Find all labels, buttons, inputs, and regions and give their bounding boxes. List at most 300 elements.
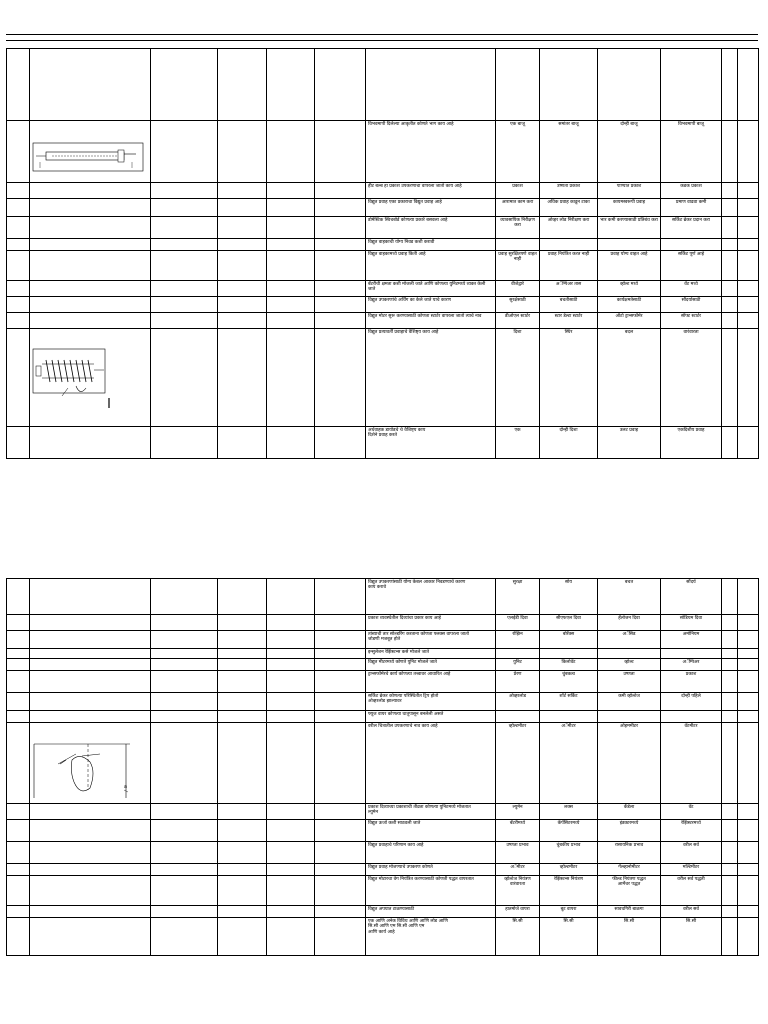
figure-cell [30,199,151,217]
option-c: फील्ड नियंत्रण पद्धत आर्मेचर पद्धत [598,876,661,906]
empty-cell [151,217,218,239]
empty-cell [738,49,759,121]
question-text: विद्युत वाहकाची योग्य निवड कशी करावी [366,239,496,251]
question-text: हीट बल्ब हा प्रकाश उपकरणाचा वापरला जातो काय आहे [366,183,496,199]
empty-cell [151,121,218,183]
header-rule-middle [6,40,758,41]
question-text: विद्युत ऊर्जा कशी साठवली जाते [366,820,496,842]
empty-cell [218,313,267,329]
option-c: व्होल्ट [598,659,661,671]
option-a: युनिट [496,659,540,671]
empty-cell [7,631,30,649]
empty-cell [738,864,759,876]
question-row [7,427,759,459]
empty-cell [218,671,267,693]
option-a: एक [496,427,540,459]
option-b: स्थिर [540,329,598,427]
option-b [540,239,598,251]
figure-cell [30,49,151,121]
figure-cell [30,281,151,297]
empty-cell [315,183,366,199]
empty-cell [267,918,315,956]
empty-cell [722,631,738,649]
empty-cell [267,804,315,820]
option-d: कडक प्रकाश [661,183,722,199]
question-text: विद्युत प्रवाह एका प्रकाराचा विद्युत प्रवाह आहे [366,199,496,217]
empty-cell [315,615,366,631]
option-d: प्रमाण वाढवा कमी [661,199,722,217]
option-b: उष्णता प्रकाश [540,183,598,199]
option-a: उष्णता प्रभाव [496,842,540,864]
question-row [7,49,759,121]
option-d: वॅट मध्ये [661,281,722,297]
empty-cell [151,281,218,297]
option-a: व्होल्टमीटर [496,723,540,804]
empty-cell [267,281,315,297]
question-row [7,711,759,723]
header-rule-top [6,34,758,35]
empty-cell [722,659,738,671]
question-text: एक आणि अनेक विविध आणि आणि लोड आणि सि.सी आणि एम सि.सी आणि एम आणि कार्य आहे [366,918,496,956]
option-b: अधिक प्रवाह काढून टाका [540,199,598,217]
option-a [496,49,540,121]
empty-cell [315,804,366,820]
option-a: दिशा [496,329,540,427]
empty-cell [722,199,738,217]
option-d [661,649,722,659]
empty-cell [7,804,30,820]
empty-cell [7,251,30,281]
option-b: किलोवॅट [540,659,598,671]
empty-cell [7,121,30,183]
empty-cell [7,659,30,671]
empty-cell [267,842,315,864]
empty-cell [722,297,738,313]
figure-cell [30,659,151,671]
figure-cell [30,631,151,649]
option-c: ऑटो ट्रान्सफॉर्मर [598,313,661,329]
empty-cell [218,239,267,251]
empty-cell [267,615,315,631]
option-a: व्होल्टेज नियंत्रण वारंवारता [496,876,540,906]
option-c: पाण्यात प्रकाश [598,183,661,199]
empty-cell [267,864,315,876]
empty-cell [218,842,267,864]
question-text: प्रकाश दिव्याच्या प्रकाशाची तीव्रता कोणत्या युनिटमध्ये मोजतात ल्युमेन [366,804,496,820]
empty-cell [7,864,30,876]
question-row [7,649,759,659]
option-b: स्टार डेल्टा स्टार्टर [540,313,598,329]
empty-cell [267,820,315,842]
option-a [496,711,540,723]
empty-cell [218,820,267,842]
empty-cell [151,631,218,649]
question-table-page-1 [6,48,759,459]
figure-cell [30,820,151,842]
empty-cell [151,579,218,615]
empty-cell [218,711,267,723]
empty-cell [267,183,315,199]
question-text [366,49,496,121]
empty-cell [315,281,366,297]
option-d: सर्किट पूर्ण आहे [661,251,722,281]
empty-cell [151,711,218,723]
figure-cell [30,711,151,723]
option-d: दोन्ही पहिले [661,693,722,711]
empty-cell [218,615,267,631]
empty-cell [738,217,759,239]
figure-cell [30,121,151,183]
empty-cell [267,906,315,918]
empty-cell [151,329,218,427]
question-row [7,297,759,313]
empty-cell [7,906,30,918]
empty-cell [738,711,759,723]
option-a: सुरक्षा [496,579,540,615]
option-d: सर्किट ब्रेकर प्रदान करा [661,217,722,239]
empty-cell [315,723,366,804]
option-b: चुंबकीय प्रभाव [540,842,598,864]
empty-cell [267,251,315,281]
empty-cell [315,631,366,649]
option-c: हॅलोजन दिवा [598,615,661,631]
empty-cell [151,427,218,459]
question-row [7,615,759,631]
empty-cell [7,427,30,459]
empty-cell [267,217,315,239]
empty-cell [218,199,267,217]
empty-cell [267,723,315,804]
option-b: अॅम्पिअर तास [540,281,598,297]
option-c [598,49,661,121]
option-a: आरामात काम करा [496,199,540,217]
empty-cell [722,906,738,918]
question-row [7,251,759,281]
empty-cell [315,671,366,693]
option-b: चुंबकत्व [540,671,598,693]
option-c: अॅसिड [598,631,661,649]
empty-cell [7,671,30,693]
empty-cell [151,723,218,804]
empty-cell [7,579,30,615]
empty-cell [722,671,738,693]
question-row [7,239,759,251]
empty-cell [7,842,30,864]
empty-cell [738,313,759,329]
option-a: डीओएल स्टार्टर [496,313,540,329]
question-row [7,217,759,239]
empty-cell [151,251,218,281]
question-row [7,659,759,671]
option-d: अॅम्पिअर [661,659,722,671]
option-b: लक्स [540,804,598,820]
empty-cell [315,239,366,251]
option-d: वॅट [661,804,722,820]
empty-cell [722,239,738,251]
question-text: डोमेस्टिक स्विचबोर्ड कोणत्या प्रकारे बसवला आहे [366,217,496,239]
option-c: बचत [598,579,661,615]
option-d: वरील सर्व [661,906,722,918]
option-c [598,239,661,251]
empty-cell [267,329,315,427]
option-a: प्रेरण [496,671,540,693]
option-d: वारंवारता [661,329,722,427]
empty-cell [738,121,759,183]
empty-cell [7,649,30,659]
option-b: सोय [540,579,598,615]
option-b: अॅमीटर [540,723,598,804]
question-text: प्रकाश व्यवस्थेतील दिव्यांचा प्रकार काय आहे [366,615,496,631]
empty-cell [738,723,759,804]
question-text: विभवमापी दिलेल्या आकृतीत कोणते भाग काय आहे [366,121,496,183]
empty-cell [315,427,366,459]
coil-diagram [32,348,112,410]
empty-cell [218,579,267,615]
figure-cell [30,693,151,711]
question-text: विद्युत प्रवाहाचे परिणाम काय आहे [366,842,496,864]
empty-cell [722,427,738,459]
empty-cell [315,649,366,659]
figure-cell [30,251,151,281]
question-text: ट्रान्सफॉर्मरचे कार्य कोणत्या तत्त्वावर आधारित आहे [366,671,496,693]
empty-cell [738,631,759,649]
question-row [7,121,759,183]
option-d [661,239,722,251]
question-row [7,579,759,615]
empty-cell [7,693,30,711]
empty-cell [738,876,759,906]
empty-cell [315,199,366,217]
figure-cell [30,906,151,918]
empty-cell [218,427,267,459]
empty-cell [7,329,30,427]
empty-cell [218,329,267,427]
option-b: प्रवाह नियंत्रित करत नाही [540,251,598,281]
empty-cell [7,918,30,956]
empty-cell [218,251,267,281]
option-c: भार कमी करण्यासाठी प्रतिबंध करा [598,217,661,239]
empty-cell [722,313,738,329]
question-row [7,864,759,876]
option-c: बदल [598,329,661,427]
question-text: विद्युत मोटारचा वेग नियंत्रित करण्यासाठी कोणती पद्धत वापरतात [366,876,496,906]
option-d: वरील सर्व पद्धती [661,876,722,906]
empty-cell [722,876,738,906]
empty-cell [151,804,218,820]
empty-cell [738,251,759,281]
empty-cell [722,649,738,659]
figure-cell [30,723,151,804]
option-c: प्रवाह योग्य वाहत आहे [598,251,661,281]
empty-cell [7,183,30,199]
empty-cell [218,693,267,711]
figure-cell [30,427,151,459]
empty-cell [315,842,366,864]
question-table-page-2 [6,578,759,956]
option-a: प्रवाह सुरक्षितपणे वाहत नाही [496,251,540,281]
option-c: सावधगिरी बाळगा [598,906,661,918]
option-a: एलईडी दिवा [496,615,540,631]
figure-cell [30,649,151,659]
empty-cell [267,631,315,649]
empty-cell [738,693,759,711]
option-b: समांतर बाजू [540,121,598,183]
empty-cell [315,49,366,121]
empty-cell [738,671,759,693]
question-text: विद्युत प्रत्यावर्ती प्रवाहाचे वैशिष्ट्य काय आहे [366,329,496,427]
empty-cell [738,659,759,671]
empty-cell [738,820,759,842]
question-row [7,183,759,199]
figure-cell [30,615,151,631]
empty-cell [218,217,267,239]
option-d: सोडियम दिवा [661,615,722,631]
empty-cell [722,49,738,121]
question-row [7,671,759,693]
question-row [7,281,759,297]
empty-cell [315,121,366,183]
empty-cell [7,876,30,906]
option-b: सीएफएल दिवा [540,615,598,631]
option-b: बोरॅक्स [540,631,598,649]
question-row [7,804,759,820]
option-a: वीजेद्वारे [496,281,540,297]
question-row [7,723,759,804]
option-a [496,239,540,251]
empty-cell [315,864,366,876]
empty-cell [267,49,315,121]
question-text: विद्युत उपकरणांचे अर्थिंग का केले जाते याचे कारण [366,297,496,313]
question-row [7,631,759,649]
option-a: रोझिन [496,631,540,649]
option-c [598,649,661,659]
empty-cell [738,199,759,217]
empty-cell [315,906,366,918]
empty-cell [267,121,315,183]
option-c: कमी व्होल्टेज [598,693,661,711]
empty-cell [7,297,30,313]
empty-cell [7,615,30,631]
empty-cell [722,217,738,239]
empty-cell [267,711,315,723]
question-text: विद्युत मीटरमध्ये कोणते युनिट मोजले जाते [366,659,496,671]
empty-cell [267,199,315,217]
option-c: सि.सी [598,918,661,956]
meter-diagram [32,740,132,802]
empty-cell [151,671,218,693]
empty-cell [738,239,759,251]
option-d: वरील सर्व [661,842,722,864]
empty-cell [218,864,267,876]
empty-cell [315,659,366,671]
option-d: सौंदर्य [661,579,722,615]
empty-cell [722,121,738,183]
option-a: एक बाजू [496,121,540,183]
option-a: सुरक्षेसाठी [496,297,540,313]
figure-cell [30,876,151,906]
question-text: विद्युत प्रवाह मोजण्याचे उपकरण कोणते [366,864,496,876]
option-c: कार्यक्षमतेसाठी [598,297,661,313]
option-a: व्यावसायिक निरीक्षण करा [496,217,540,239]
empty-cell [315,918,366,956]
empty-cell [722,329,738,427]
option-b [540,49,598,121]
empty-cell [722,711,738,723]
empty-cell [315,693,366,711]
empty-cell [151,906,218,918]
option-a: बॅटरीमध्ये [496,820,540,842]
option-a: हातमोजे वापरा [496,906,540,918]
question-row [7,693,759,711]
empty-cell [267,659,315,671]
figure-cell [30,918,151,956]
option-c: उष्णता [598,671,661,693]
empty-cell [151,297,218,313]
question-text: इन्सुलेशन रेझिस्टन्स कसे मोजले जाते [366,649,496,659]
option-b [540,649,598,659]
empty-cell [151,693,218,711]
option-d: वॅटमीटर [661,723,722,804]
option-a: अॅमीटर [496,864,540,876]
empty-cell [218,121,267,183]
empty-cell [151,239,218,251]
option-b: बूट वापरा [540,906,598,918]
empty-cell [218,297,267,313]
figure-cell [30,842,151,864]
option-d: मल्टिमीटर [661,864,722,876]
empty-cell [722,820,738,842]
figure-cell [30,217,151,239]
empty-cell [7,313,30,329]
option-a [496,649,540,659]
question-text: फ्यूज वायर कोणत्या धातूपासून बनलेली असते [366,711,496,723]
empty-cell [315,711,366,723]
empty-cell [7,199,30,217]
empty-cell [151,199,218,217]
option-b [540,711,598,723]
option-d: सौंदर्यासाठी [661,297,722,313]
empty-cell [738,615,759,631]
question-row [7,329,759,427]
figure-cell [30,671,151,693]
empty-cell [218,49,267,121]
empty-cell [738,906,759,918]
empty-cell [738,183,759,199]
question-row [7,906,759,918]
option-b: बचतीसाठी [540,297,598,313]
empty-cell [267,427,315,459]
option-d: सॉफ्ट स्टार्टर [661,313,722,329]
option-d [661,49,722,121]
figure-cell [30,579,151,615]
empty-cell [7,723,30,804]
empty-cell [267,671,315,693]
option-a: प्रकाश [496,183,540,199]
option-b: व्होल्टमीटर [540,864,598,876]
option-d: प्रकाश [661,671,722,693]
empty-cell [722,183,738,199]
option-c: गॅल्व्हानोमीटर [598,864,661,876]
option-d: एकदिशीय प्रवाह [661,427,722,459]
empty-cell [267,579,315,615]
empty-cell [738,804,759,820]
empty-cell [267,649,315,659]
empty-cell [722,693,738,711]
empty-cell [738,579,759,615]
empty-cell [218,631,267,649]
empty-cell [722,864,738,876]
option-c: ओहममीटर [598,723,661,804]
